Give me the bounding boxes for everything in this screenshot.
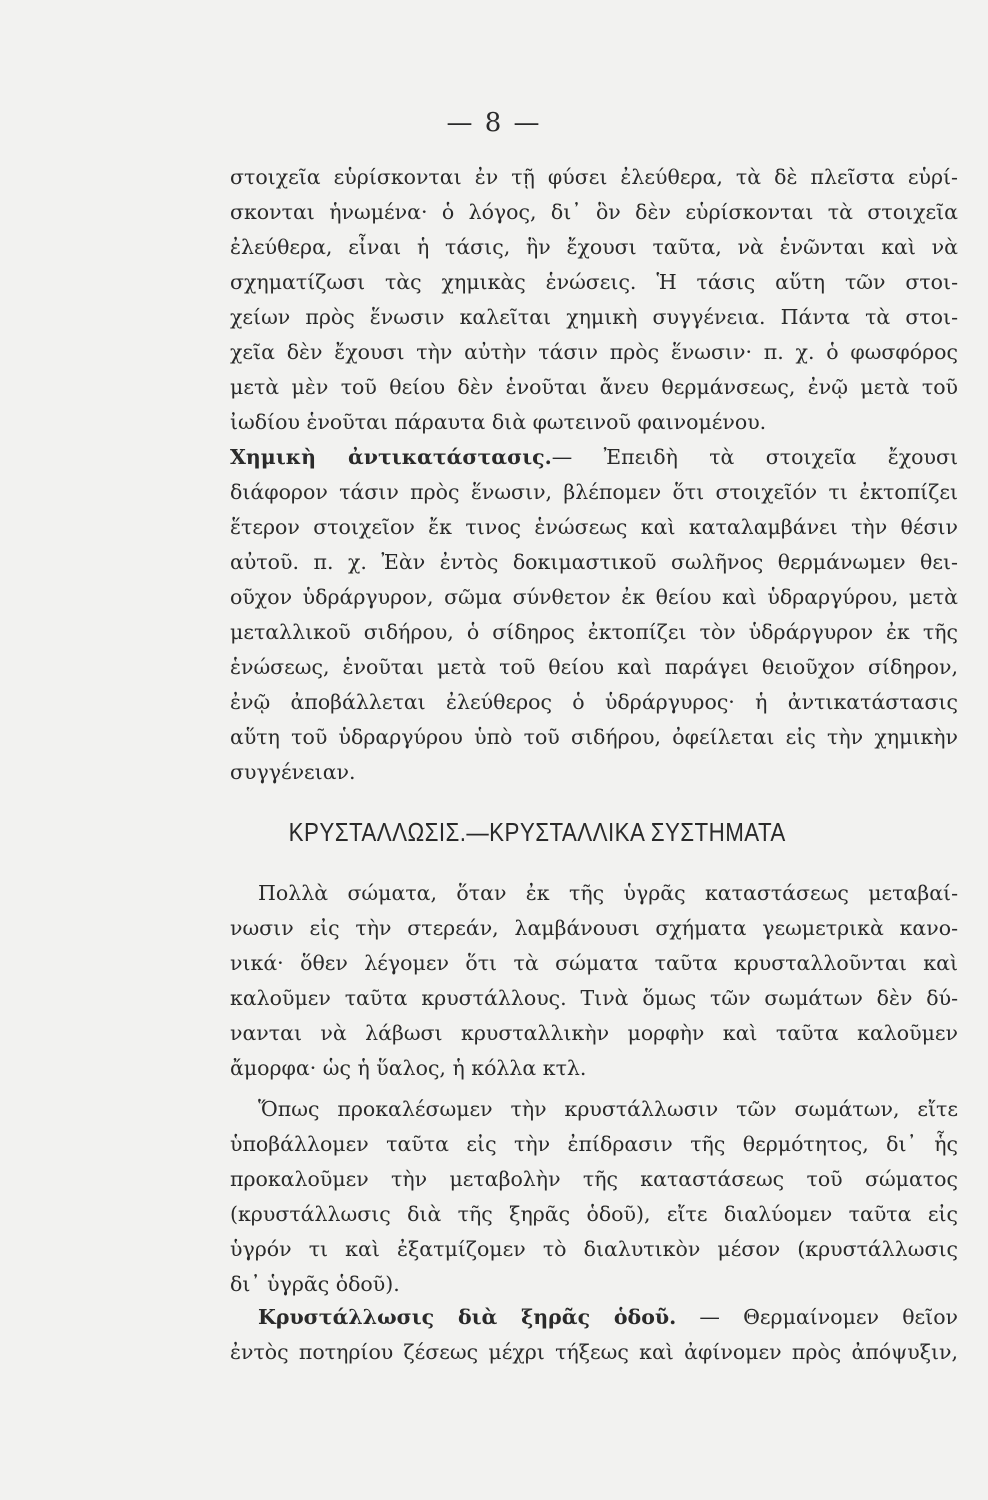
text-line: δι᾽ ὑγρᾶς ὁδοῦ).: [230, 1272, 400, 1296]
text-line: νικά· ὅθεν λέγομεν ὅτι τὰ σώματα ταῦτα κρυσταλλοῦνται καὶ: [230, 951, 958, 975]
text-line-first: [230, 1300, 958, 1334]
text-line: προκαλοῦμεν τὴν μεταβολὴν τῆς καταστάσεως τοῦ σώματος: [230, 1167, 958, 1191]
text-line: χείων πρὸς ἕνωσιν καλεῖται χημικὴ συγγένεια. Πάντα τὰ στοι-: [230, 305, 958, 329]
text-line: (κρυστάλλωσις διὰ τῆς ξηρᾶς ὁδοῦ), εἴτε διαλύομεν ταῦτα εἰς: [230, 1202, 958, 1226]
text-line: Πολλὰ σώματα, ὅταν ἐκ τῆς ὑγρᾶς καταστάσεως μεταβαί-: [258, 881, 958, 905]
text-line: μεταλλικοῦ σιδήρου, ὁ σίδηρος ἐκτοπίζει τὸν ὑδράργυρον ἐκ τῆς: [230, 620, 958, 644]
run-in-heading: Κρυστάλλωσις διὰ ξηρᾶς ὁδοῦ.: [258, 1305, 677, 1329]
text-line: στοιχεῖα εὑρίσκονται ἐν τῇ φύσει ἐλεύθερα, τὰ δὲ πλεῖστα εὑρί-: [230, 165, 958, 189]
text-line: ὑγρόν τι καὶ ἐξατμίζομεν τὸ διαλυτικὸν μέσον (κρυστάλλωσις: [230, 1237, 958, 1261]
text-line: Ὅπως προκαλέσωμεν τὴν κρυστάλλωσιν τῶν σωμάτων, εἴτε: [258, 1097, 958, 1121]
text-run: — Θερμαίνομεν θεῖον: [676, 1305, 958, 1329]
text-line: μετὰ μὲν τοῦ θείου δὲν ἑνοῦται ἄνευ θερμάνσεως, ἐνῷ μετὰ τοῦ: [230, 375, 958, 399]
text-line: ἕτερον στοιχεῖον ἔκ τινος ἑνώσεως καὶ καταλαμβάνει τὴν θέσιν: [230, 515, 958, 539]
text-line: διάφορον τάσιν πρὸς ἕνωσιν, βλέπομεν ὅτι στοιχεῖόν τι ἐκτοπίζει: [230, 480, 958, 504]
text-run: — Ἐπειδὴ τὰ στοιχεῖα ἔχουσι: [551, 445, 958, 469]
page-number: — 8 —: [446, 108, 542, 138]
text-line: οῦχον ὑδράργυρον, σῶμα σύνθετον ἐκ θείου καὶ ὑδραργύρου, μετὰ: [230, 585, 958, 609]
text-line: χεῖα δὲν ἔχουσι τὴν αὐτὴν τάσιν πρὸς ἕνωσιν· π. χ. ὁ φωσφόρος: [230, 340, 958, 364]
text-line: αὐτοῦ. π. χ. Ἐὰν ἐντὸς δοκιμαστικοῦ σωλῆνος θερμάνωμεν θει-: [230, 550, 958, 574]
text-line: συγγένειαν.: [230, 760, 356, 784]
text-line: καλοῦμεν ταῦτα κρυστάλλους. Τινὰ ὅμως τῶν σωμάτων δὲν δύ-: [230, 986, 958, 1010]
text-line: ὑποβάλλομεν ταῦτα εἰς τὴν ἐπίδρασιν τῆς θερμότητος, δι᾽ ἧς: [230, 1132, 958, 1156]
text-line: σκονται ἡνωμένα· ὁ λόγος, δι᾽ ὃν δὲν εὑρίσκονται τὰ στοιχεῖα: [230, 200, 958, 224]
text-line: αὕτη τοῦ ὑδραργύρου ὑπὸ τοῦ σιδήρου, ὀφείλεται εἰς τὴν χημικὴν: [230, 725, 958, 749]
text-line: νανται νὰ λάβωσι κρυσταλλικὴν μορφὴν καὶ ταῦτα καλοῦμεν: [230, 1021, 958, 1045]
text-line: ἐντὸς ποτηρίου ζέσεως μέχρι τήξεως καὶ ἀφίνομεν πρὸς ἀπόψυξιν,: [230, 1340, 958, 1364]
text-line-first: [230, 440, 958, 474]
text-line: ἰωδίου ἑνοῦται πάραυτα διὰ φωτεινοῦ φαινομένου.: [230, 410, 767, 434]
section-heading: ΚΡΥΣΤΑΛΛΩΣΙΣ.—ΚΡΥΣΤΑΛΛΙΚΑ ΣΥΣΤΗΜΑΤΑ: [288, 817, 786, 847]
text-line: ἄμορφα· ὡς ἡ ὕαλος, ἡ κόλλα κτλ.: [230, 1056, 587, 1080]
text-line: σχηματίζωσι τὰς χημικὰς ἑνώσεις. Ἡ τάσις αὕτη τῶν στοι-: [230, 270, 958, 294]
text-line: ἐνῷ ἀποβάλλεται ἐλεύθερος ὁ ὑδράργυρος· ἡ ἀντικατάστασις: [230, 690, 958, 714]
text-line: ἑνώσεως, ἑνοῦται μετὰ τοῦ θείου καὶ παράγει θειοῦχον σίδηρον,: [230, 655, 958, 679]
run-in-heading: Χημικὴ ἀντικατάστασις.: [230, 445, 552, 469]
text-line: ἐλεύθερα, εἶναι ἡ τάσις, ἣν ἔχουσι ταῦτα, νὰ ἑνῶνται καὶ νὰ: [230, 235, 958, 259]
text-line: νωσιν εἰς τὴν στερεάν, λαμβάνουσι σχήματα γεωμετρικὰ κανο-: [230, 916, 958, 940]
